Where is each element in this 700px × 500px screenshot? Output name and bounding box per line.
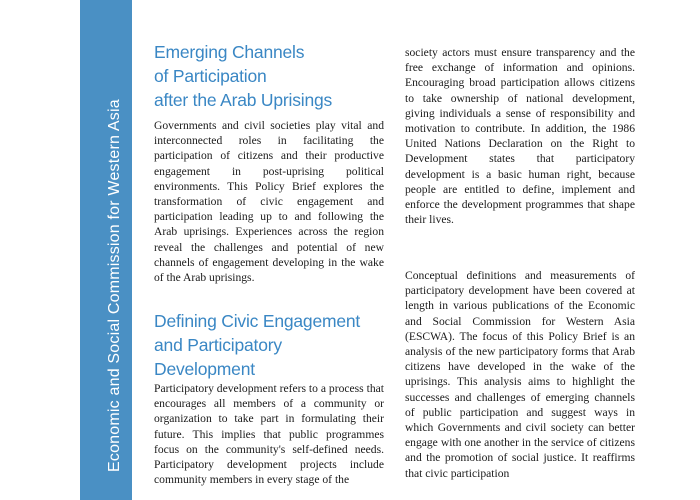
- section-heading-defining-civic-engagement: [154, 309, 384, 381]
- heading-line: Emerging Channels: [154, 42, 305, 62]
- page-margin: [0, 0, 80, 500]
- sidebar-organization-name: Economic and Social Commission for Western Asia: [106, 99, 123, 472]
- intro-paragraph: Governments and civil societies play vital and interconnected roles in facilitating the participation of citizens and their productive engagement in post-uprising political environments. This Policy Brief explores the transformation of civic engagement and participation leading up to and following the Arab uprisings. Experiences across the region reveal the challenges and potential of new channels of engagement developing in the wake of the Arab uprisings.: [154, 119, 384, 285]
- heading-line: and Participatory: [154, 335, 282, 355]
- heading-line: Development: [154, 359, 255, 379]
- conceptual-definitions-paragraph: Conceptual definitions and measurements of participatory development have been covered at length in various publications of the Economic and Social Commission for Western Asia (ESCWA). The focus of this Policy Brief is an analysis of the new participatory forms that Arab citizens have developed in the wake of the uprisings. This analysis aims to highlight the successes and challenges of emerging channels of public participation and suggest ways in which Governments and civil society can better engage with one another in the service of citizens and the promotion of social justice. It reaffirms that civic participation: [405, 269, 635, 480]
- definition-paragraph: Participatory development refers to a process that encourages all members of a community or organization to take part in formulating their future. This implies that public programmes focus on the community's self-defined needs. Participatory development projects include community members in every stage of the: [154, 382, 384, 487]
- heading-line: of Participation: [154, 66, 267, 86]
- transparency-paragraph: society actors must ensure transparency and the free exchange of information and opinions. Encouraging broad participation allows citizens to take ownership of national development, giving individuals a sense of responsibility and motivation to contribute. In addition, the 1986 United Nations Declaration on the Right to Development states that participatory development is a basic human right, because people are entitled to define, implement and enforce the development programmes that shape their lives.: [405, 46, 635, 227]
- section-heading-emerging-channels: [154, 40, 384, 112]
- heading-line: after the Arab Uprisings: [154, 90, 333, 110]
- heading-line: Defining Civic Engagement: [154, 311, 361, 331]
- sidebar-band: [80, 0, 132, 500]
